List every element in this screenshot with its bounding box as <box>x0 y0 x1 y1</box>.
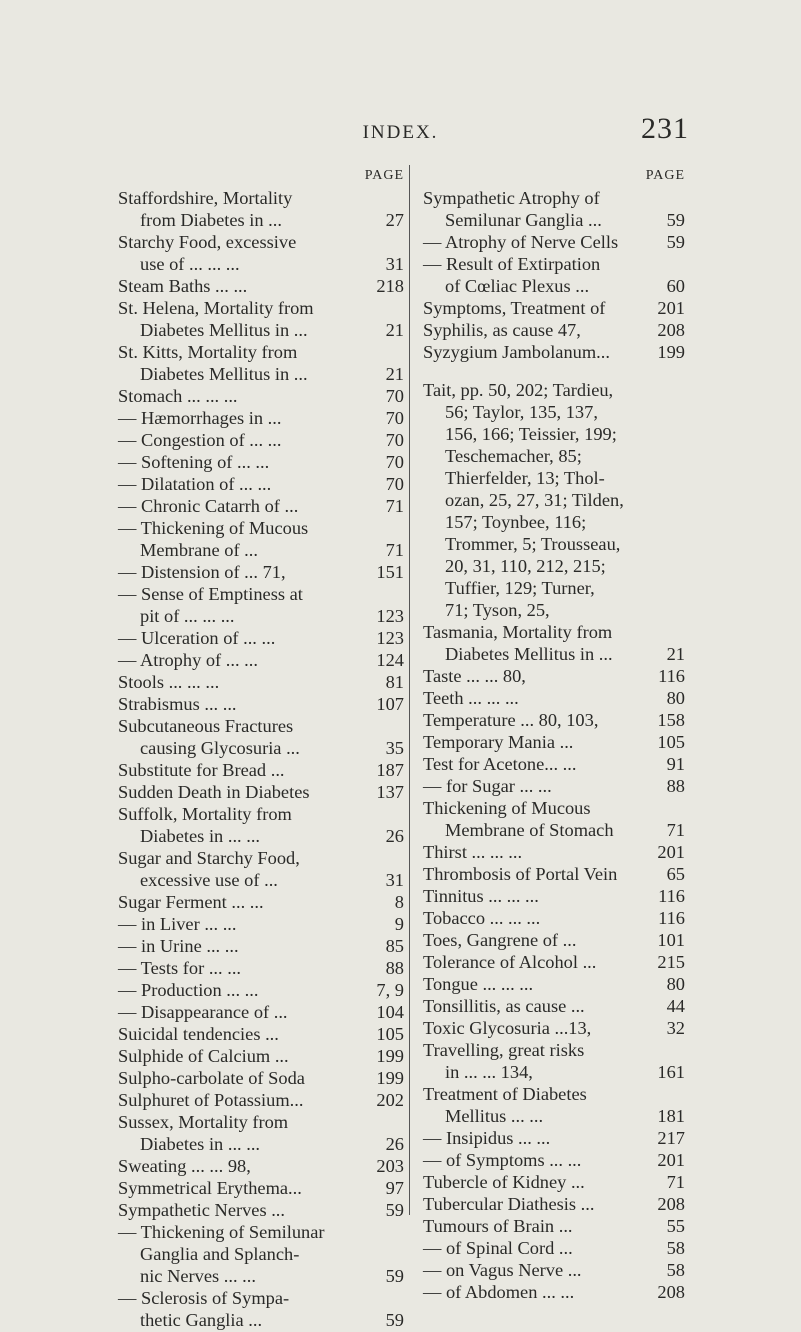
entry-page-ref: 116 <box>658 908 685 928</box>
entry-text: — Atrophy of ... ... <box>118 650 258 670</box>
entry-text: Sympathetic Atrophy of <box>423 188 600 208</box>
entry-page-ref: 201 <box>657 842 685 862</box>
entry-page-ref: 70 <box>385 474 404 494</box>
entry-text: Toes, Gangrene of ... <box>423 930 577 950</box>
index-entry <box>423 489 685 511</box>
index-entry <box>118 1067 404 1089</box>
entry-text: St. Kitts, Mortality from <box>118 342 298 362</box>
entry-text: 20, 31, 110, 212, 215; <box>445 556 606 576</box>
index-entry <box>118 473 404 495</box>
entry-page-ref: 199 <box>376 1046 404 1066</box>
index-entry <box>118 187 404 209</box>
entry-page-ref: 208 <box>657 1194 685 1214</box>
entry-page-ref: 8 <box>394 892 404 912</box>
entry-text: — Thickening of Semilunar <box>118 1222 325 1242</box>
entry-text: Stools ... ... ... <box>118 672 220 692</box>
index-entry <box>423 665 685 687</box>
entry-text: — Dilatation of ... ... <box>118 474 272 494</box>
entry-text: Sugar Ferment ... ... <box>118 892 264 912</box>
index-entry <box>118 539 404 561</box>
index-entry <box>118 1287 404 1309</box>
entry-page-ref: 161 <box>657 1062 685 1082</box>
entry-text: Tait, pp. 50, 202; Tardieu, <box>423 380 614 400</box>
entry-text: Tonsillitis, as cause ... <box>423 996 585 1016</box>
index-entry <box>423 1193 685 1215</box>
index-entry <box>423 275 685 297</box>
index-entry <box>423 231 685 253</box>
entry-text: — Thickening of Mucous <box>118 518 309 538</box>
entry-text: Strabismus ... ... <box>118 694 237 714</box>
entry-page-ref: 80 <box>666 974 685 994</box>
column-divider <box>409 165 410 1215</box>
entry-text: Symptoms, Treatment of <box>423 298 606 318</box>
index-entry <box>423 907 685 929</box>
entry-text: Temperature ... 80, 103, <box>423 710 599 730</box>
entry-text: Travelling, great risks <box>423 1040 585 1060</box>
index-entry <box>423 753 685 775</box>
entry-text: — Sense of Emptiness at <box>118 584 303 604</box>
entry-page-ref: 80 <box>666 688 685 708</box>
entry-text: — Result of Extirpation <box>423 254 601 274</box>
entry-page-ref: 208 <box>657 1282 685 1302</box>
entry-page-ref: 59 <box>666 210 685 230</box>
index-entry <box>118 759 404 781</box>
entry-page-ref: 65 <box>666 864 685 884</box>
page-column-heading: PAGE <box>645 168 685 183</box>
index-entry <box>423 555 685 577</box>
index-entry <box>118 1111 404 1133</box>
entry-page-ref: 187 <box>376 760 404 780</box>
entry-page-ref: 217 <box>657 1128 685 1148</box>
entry-page-ref: 203 <box>376 1156 404 1176</box>
index-entry <box>118 671 404 693</box>
index-entry <box>118 715 404 737</box>
entry-text: Staffordshire, Mortality <box>118 188 293 208</box>
entry-text: Tubercle of Kidney ... <box>423 1172 585 1192</box>
entry-text: Suffolk, Mortality from <box>118 804 292 824</box>
index-entry <box>118 1133 404 1155</box>
index-entry <box>423 1039 685 1061</box>
index-entry <box>118 957 404 979</box>
entry-text: Substitute for Bread ... <box>118 760 285 780</box>
entry-page-ref: 199 <box>376 1068 404 1088</box>
index-entry <box>423 1105 685 1127</box>
entry-text: Taste ... ... 80, <box>423 666 526 686</box>
entry-text: — of Spinal Cord ... <box>423 1238 573 1258</box>
entry-page-ref: 31 <box>385 254 404 274</box>
entry-page-ref: 158 <box>657 710 685 730</box>
index-entry <box>118 385 404 407</box>
index-entry <box>118 693 404 715</box>
index-entry <box>423 445 685 467</box>
entry-text: ozan, 25, 27, 31; Tilden, <box>445 490 624 510</box>
index-entry <box>118 1199 404 1221</box>
entry-text: 156, 166; Teissier, 199; <box>445 424 617 444</box>
index-entry <box>423 423 685 445</box>
index-entry <box>423 1237 685 1259</box>
entry-text: Semilunar Ganglia ... <box>445 210 602 230</box>
index-entry <box>118 781 404 803</box>
entry-text: Sulphide of Calcium ... <box>118 1046 289 1066</box>
entry-text: — Chronic Catarrh of ... <box>118 496 299 516</box>
entry-text: — Tests for ... ... <box>118 958 242 978</box>
entry-text: Ganglia and Splanch- <box>140 1244 300 1264</box>
entry-text: thetic Ganglia ... <box>140 1310 263 1330</box>
entry-text: Sudden Death in Diabetes <box>118 782 310 802</box>
entry-page-ref: 124 <box>376 650 404 670</box>
entry-page-ref: 26 <box>385 1134 404 1154</box>
entry-text: — Atrophy of Nerve Cells <box>423 232 619 252</box>
index-entries-right <box>423 187 685 1303</box>
index-entry <box>118 1265 404 1287</box>
entry-text: St. Helena, Mortality from <box>118 298 314 318</box>
entry-page-ref: 123 <box>376 606 404 626</box>
entry-page-ref: 201 <box>657 1150 685 1170</box>
entry-text: Temporary Mania ... <box>423 732 574 752</box>
index-entry <box>423 731 685 753</box>
index-entry <box>423 401 685 423</box>
entry-page-ref: 105 <box>376 1024 404 1044</box>
entry-text: Syphilis, as cause 47, <box>423 320 581 340</box>
index-entry <box>118 495 404 517</box>
index-entry <box>423 599 685 621</box>
entry-text: — Distension of ... 71, <box>118 562 286 582</box>
index-entry <box>423 1127 685 1149</box>
entry-text: 157; Toynbee, 116; <box>445 512 587 532</box>
entry-page-ref: 71 <box>666 1172 685 1192</box>
entry-text: — of Symptoms ... ... <box>423 1150 582 1170</box>
index-entry <box>118 407 404 429</box>
right-column <box>423 168 685 1303</box>
entry-text: Trommer, 5; Trousseau, <box>445 534 621 554</box>
index-entry <box>423 1061 685 1083</box>
entry-text: Steam Baths ... ... <box>118 276 248 296</box>
index-entry <box>118 627 404 649</box>
index-entry <box>423 467 685 489</box>
entry-page-ref: 199 <box>657 342 685 362</box>
entry-text: Tumours of Brain ... <box>423 1216 573 1236</box>
entry-text: of Cœliac Plexus ... <box>445 276 590 296</box>
entry-page-ref: 59 <box>385 1266 404 1286</box>
index-entry <box>118 1089 404 1111</box>
index-entry <box>423 209 685 231</box>
index-entry <box>423 577 685 599</box>
entry-page-ref: 97 <box>385 1178 404 1198</box>
entry-page-ref: 60 <box>666 276 685 296</box>
entry-text: Sweating ... ... 98, <box>118 1156 251 1176</box>
index-entry <box>423 995 685 1017</box>
entry-page-ref: 85 <box>385 936 404 956</box>
index-entry <box>118 275 404 297</box>
entry-text: Teeth ... ... ... <box>423 688 519 708</box>
entry-text: Starchy Food, excessive <box>118 232 297 252</box>
entry-text: Symmetrical Erythema... <box>118 1178 302 1198</box>
index-entry <box>118 1155 404 1177</box>
entry-text: Stomach ... ... ... <box>118 386 238 406</box>
entry-text: Teschemacher, 85; <box>445 446 582 466</box>
index-entry <box>118 231 404 253</box>
entry-text: Thrombosis of Portal Vein <box>423 864 618 884</box>
entry-text: Mellitus ... ... <box>445 1106 544 1126</box>
entry-page-ref: 123 <box>376 628 404 648</box>
entry-page-ref: 59 <box>385 1200 404 1220</box>
entry-page-ref: 21 <box>385 364 404 384</box>
entry-text: Sugar and Starchy Food, <box>118 848 300 868</box>
entry-text: Tobacco ... ... ... <box>423 908 541 928</box>
index-entry <box>118 891 404 913</box>
entry-text: Suicidal tendencies ... <box>118 1024 279 1044</box>
index-entry <box>118 341 404 363</box>
entry-page-ref: 101 <box>657 930 685 950</box>
entry-page-ref: 32 <box>666 1018 685 1038</box>
entry-text: Tinnitus ... ... ... <box>423 886 539 906</box>
entry-text: Diabetes Mellitus in ... <box>140 320 308 340</box>
index-entry <box>423 511 685 533</box>
entry-page-ref: 9 <box>394 914 404 934</box>
index-entry <box>118 319 404 341</box>
entry-text: Test for Acetone... ... <box>423 754 577 774</box>
index-entry <box>118 803 404 825</box>
entry-page-ref: 55 <box>666 1216 685 1236</box>
entry-page-ref: 218 <box>376 276 404 296</box>
entry-text: — Insipidus ... ... <box>423 1128 551 1148</box>
index-entry <box>423 379 685 401</box>
entry-page-ref: 201 <box>657 298 685 318</box>
page-column-heading: PAGE <box>364 168 404 183</box>
entry-text: Tuffier, 129; Turner, <box>445 578 595 598</box>
index-entry <box>423 797 685 819</box>
entry-text: Toxic Glycosuria ...13, <box>423 1018 592 1038</box>
running-title: INDEX. <box>362 122 439 143</box>
index-entry <box>423 533 685 555</box>
entry-page-ref: 70 <box>385 408 404 428</box>
index-entry <box>423 929 685 951</box>
entry-text: — Production ... ... <box>118 980 259 1000</box>
entry-text: 71; Tyson, 25, <box>445 600 550 620</box>
index-entry <box>118 209 404 231</box>
index-entry <box>423 885 685 907</box>
index-entry <box>118 1177 404 1199</box>
entry-text: causing Glycosuria ... <box>140 738 300 758</box>
entry-text: 56; Taylor, 135, 137, <box>445 402 598 422</box>
entry-page-ref: 91 <box>666 754 685 774</box>
entry-text: — Disappearance of ... <box>118 1002 288 1022</box>
index-entry <box>423 1215 685 1237</box>
entry-text: Tasmania, Mortality from <box>423 622 613 642</box>
entry-text: nic Nerves ... ... <box>140 1266 256 1286</box>
index-entry <box>118 561 404 583</box>
entry-page-ref: 21 <box>666 644 685 664</box>
index-entry <box>118 1045 404 1067</box>
index-entry <box>118 935 404 957</box>
entry-page-ref: 88 <box>385 958 404 978</box>
entry-page-ref: 137 <box>376 782 404 802</box>
entry-page-ref: 71 <box>385 496 404 516</box>
entry-page-ref: 215 <box>657 952 685 972</box>
index-entry <box>118 517 404 539</box>
entry-page-ref: 107 <box>376 694 404 714</box>
index-entry <box>423 1083 685 1105</box>
index-entry <box>118 583 404 605</box>
index-entry <box>118 913 404 935</box>
index-entry <box>118 363 404 385</box>
entry-page-ref: 7, 9 <box>376 980 404 1000</box>
index-entry <box>423 1281 685 1303</box>
index-entry <box>118 1221 404 1243</box>
entry-text: — on Vagus Nerve ... <box>423 1260 582 1280</box>
index-entry <box>423 341 685 363</box>
entry-page-ref: 202 <box>376 1090 404 1110</box>
entry-page-ref: 21 <box>385 320 404 340</box>
entry-page-ref: 104 <box>376 1002 404 1022</box>
entry-text: Membrane of ... <box>140 540 258 560</box>
entry-page-ref: 181 <box>657 1106 685 1126</box>
index-entry <box>423 621 685 643</box>
entry-page-ref: 58 <box>666 1238 685 1258</box>
entry-text: Membrane of Stomach <box>445 820 614 840</box>
index-entry <box>423 319 685 341</box>
entry-text: Thierfelder, 13; Thol- <box>445 468 605 488</box>
entry-page-ref: 59 <box>666 232 685 252</box>
index-entry <box>423 187 685 209</box>
index-entry <box>423 253 685 275</box>
entry-text: Treatment of Diabetes <box>423 1084 587 1104</box>
entry-text: use of ... ... ... <box>140 254 240 274</box>
entry-text: Thickening of Mucous <box>423 798 591 818</box>
index-entry <box>423 687 685 709</box>
entry-page-ref: 70 <box>385 386 404 406</box>
index-entries-left <box>118 187 404 1331</box>
entry-page-ref: 58 <box>666 1260 685 1280</box>
entry-text: — Softening of ... ... <box>118 452 270 472</box>
index-entry <box>118 825 404 847</box>
index-entry <box>118 649 404 671</box>
index-entry <box>423 863 685 885</box>
entry-page-ref: 71 <box>385 540 404 560</box>
entry-text: in ... ... 134, <box>445 1062 533 1082</box>
entry-text: from Diabetes in ... <box>140 210 282 230</box>
entry-page-ref: 81 <box>385 672 404 692</box>
index-entry <box>423 819 685 841</box>
entry-text: — in Liver ... ... <box>118 914 237 934</box>
entry-page-ref: 26 <box>385 826 404 846</box>
entry-text: — in Urine ... ... <box>118 936 239 956</box>
entry-text: Sympathetic Nerves ... <box>118 1200 286 1220</box>
entry-text: Tongue ... ... ... <box>423 974 534 994</box>
index-entry <box>423 973 685 995</box>
index-entry <box>118 451 404 473</box>
index-entry <box>118 429 404 451</box>
entry-page-ref: 151 <box>376 562 404 582</box>
entry-text: — Congestion of ... ... <box>118 430 282 450</box>
entry-text: excessive use of ... <box>140 870 278 890</box>
entry-text: — for Sugar ... ... <box>423 776 552 796</box>
entry-page-ref: 116 <box>658 666 685 686</box>
entry-text: — Hæmorrhages in ... <box>118 408 282 428</box>
entry-page-ref: 44 <box>666 996 685 1016</box>
entry-text: pit of ... ... ... <box>140 606 235 626</box>
index-entry <box>118 297 404 319</box>
entry-text: Syzygium Jambolanum... <box>423 342 610 362</box>
entry-page-ref: 59 <box>385 1310 404 1330</box>
entry-text: Sulphuret of Potassium... <box>118 1090 304 1110</box>
entry-text: Sussex, Mortality from <box>118 1112 289 1132</box>
entry-text: Diabetes Mellitus in ... <box>445 644 613 664</box>
entry-page-ref: 70 <box>385 452 404 472</box>
entry-page-ref: 88 <box>666 776 685 796</box>
index-entry <box>423 1149 685 1171</box>
entry-text: Thirst ... ... ... <box>423 842 523 862</box>
index-entry <box>118 869 404 891</box>
index-entry <box>423 1259 685 1281</box>
entry-text: Sulpho-carbolate of Soda <box>118 1068 305 1088</box>
page-number: 231 <box>641 112 689 145</box>
index-entry <box>118 979 404 1001</box>
entry-page-ref: 70 <box>385 430 404 450</box>
index-entry <box>118 253 404 275</box>
index-entry <box>118 1243 404 1265</box>
index-entry <box>423 775 685 797</box>
entry-text: Tolerance of Alcohol ... <box>423 952 597 972</box>
entry-page-ref: 105 <box>657 732 685 752</box>
entry-page-ref: 116 <box>658 886 685 906</box>
entry-page-ref: 31 <box>385 870 404 890</box>
entry-text: Subcutaneous Fractures <box>118 716 294 736</box>
entry-text: Diabetes in ... ... <box>140 826 261 846</box>
entry-text: Diabetes Mellitus in ... <box>140 364 308 384</box>
index-entry <box>423 297 685 319</box>
entry-page-ref: 35 <box>385 738 404 758</box>
entry-page-ref: 71 <box>666 820 685 840</box>
entry-text: — Ulceration of ... ... <box>118 628 276 648</box>
index-entry <box>118 605 404 627</box>
entry-text: — of Abdomen ... ... <box>423 1282 575 1302</box>
index-entry <box>118 1001 404 1023</box>
index-entry <box>118 1309 404 1331</box>
entry-text: — Sclerosis of Sympa- <box>118 1288 290 1308</box>
left-column <box>118 168 404 1331</box>
index-entry <box>423 1017 685 1039</box>
entry-text: Tubercular Diathesis ... <box>423 1194 595 1214</box>
index-entry <box>423 841 685 863</box>
entry-page-ref: 208 <box>657 320 685 340</box>
index-entry <box>118 1023 404 1045</box>
index-entry <box>423 951 685 973</box>
index-entry <box>118 737 404 759</box>
entry-text: Diabetes in ... ... <box>140 1134 261 1154</box>
index-entry <box>423 1171 685 1193</box>
entry-page-ref: 27 <box>385 210 404 230</box>
index-entry <box>423 643 685 665</box>
index-entry <box>423 709 685 731</box>
index-entry <box>118 847 404 869</box>
section-gap <box>423 363 685 379</box>
